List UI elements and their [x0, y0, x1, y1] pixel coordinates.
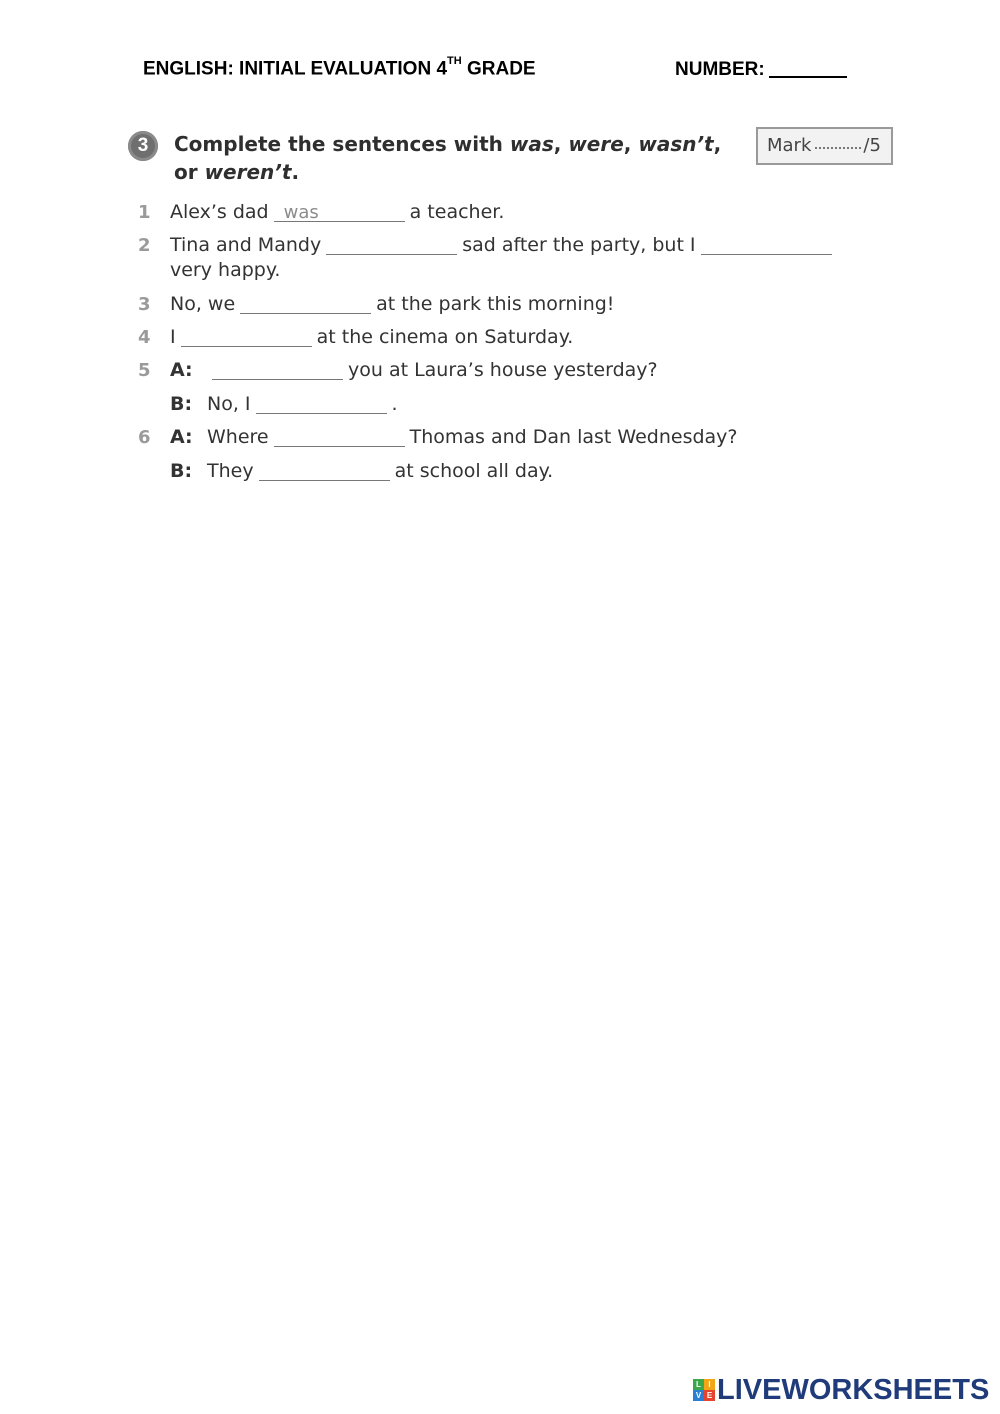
student-number [675, 58, 847, 81]
answer-blank-5b[interactable] [256, 393, 387, 414]
sentence-2-cont: very happy. [170, 259, 281, 281]
number-label: NUMBER: [675, 59, 765, 80]
answer-blank-4[interactable] [181, 326, 312, 347]
logo-letter: E [704, 1390, 715, 1401]
speaker-a: A: [170, 426, 193, 448]
answer-blank-6a[interactable] [274, 426, 405, 447]
sentence-5a: A: you at Laura’s house yesterday? [170, 359, 658, 381]
item-number: 5 [138, 360, 151, 381]
sentence-2: Tina and Mandy sad after the party, but I [170, 234, 837, 256]
answer-blank-6b[interactable] [259, 460, 390, 481]
mark-dots [815, 133, 861, 149]
sentence-1: Alex’s dad was a teacher. [170, 201, 505, 223]
exercise-number-badge: 3 [128, 131, 158, 161]
page-title: ENGLISH: INITIAL EVALUATION 4TH GRADE [143, 55, 536, 80]
sentence-3: No, we at the park this morning! [170, 293, 615, 315]
item-number: 6 [138, 427, 151, 448]
answer-blank-5a[interactable] [212, 359, 343, 380]
answer-blank-1[interactable] [274, 201, 405, 222]
sentence-6a: A: Where Thomas and Dan last Wednesday? [170, 426, 738, 448]
answer-blank-3[interactable] [240, 293, 371, 314]
sentence-4: I at the cinema on Saturday. [170, 326, 574, 348]
item-number: 1 [138, 202, 151, 223]
item-number: 3 [138, 294, 151, 315]
speaker-a: A: [170, 359, 193, 381]
logo-letter: V [693, 1390, 704, 1401]
liveworksheets-logo-icon [693, 1379, 715, 1401]
answer-blank-2b[interactable] [701, 234, 832, 255]
item-number: 4 [138, 327, 151, 348]
item-number: 2 [138, 235, 151, 256]
logo-letter: L [693, 1379, 704, 1390]
sentence-5b: B: No, I . [170, 393, 398, 415]
logo-text: LIVEWORKSHEETS [717, 1373, 990, 1406]
mark-box: Mark /5 [756, 127, 893, 165]
logo-letter: I [704, 1379, 715, 1390]
sentence-6b: B: They at school all day. [170, 460, 554, 482]
liveworksheets-logo [693, 1373, 990, 1406]
example-answer: was [283, 202, 319, 223]
answer-blank-2a[interactable] [326, 234, 457, 255]
speaker-b: B: [170, 460, 193, 482]
speaker-b: B: [170, 393, 193, 415]
exercise-instruction: Complete the sentences with was, were, wasn’t, or weren’t. [174, 132, 722, 184]
number-blank[interactable] [769, 58, 847, 78]
